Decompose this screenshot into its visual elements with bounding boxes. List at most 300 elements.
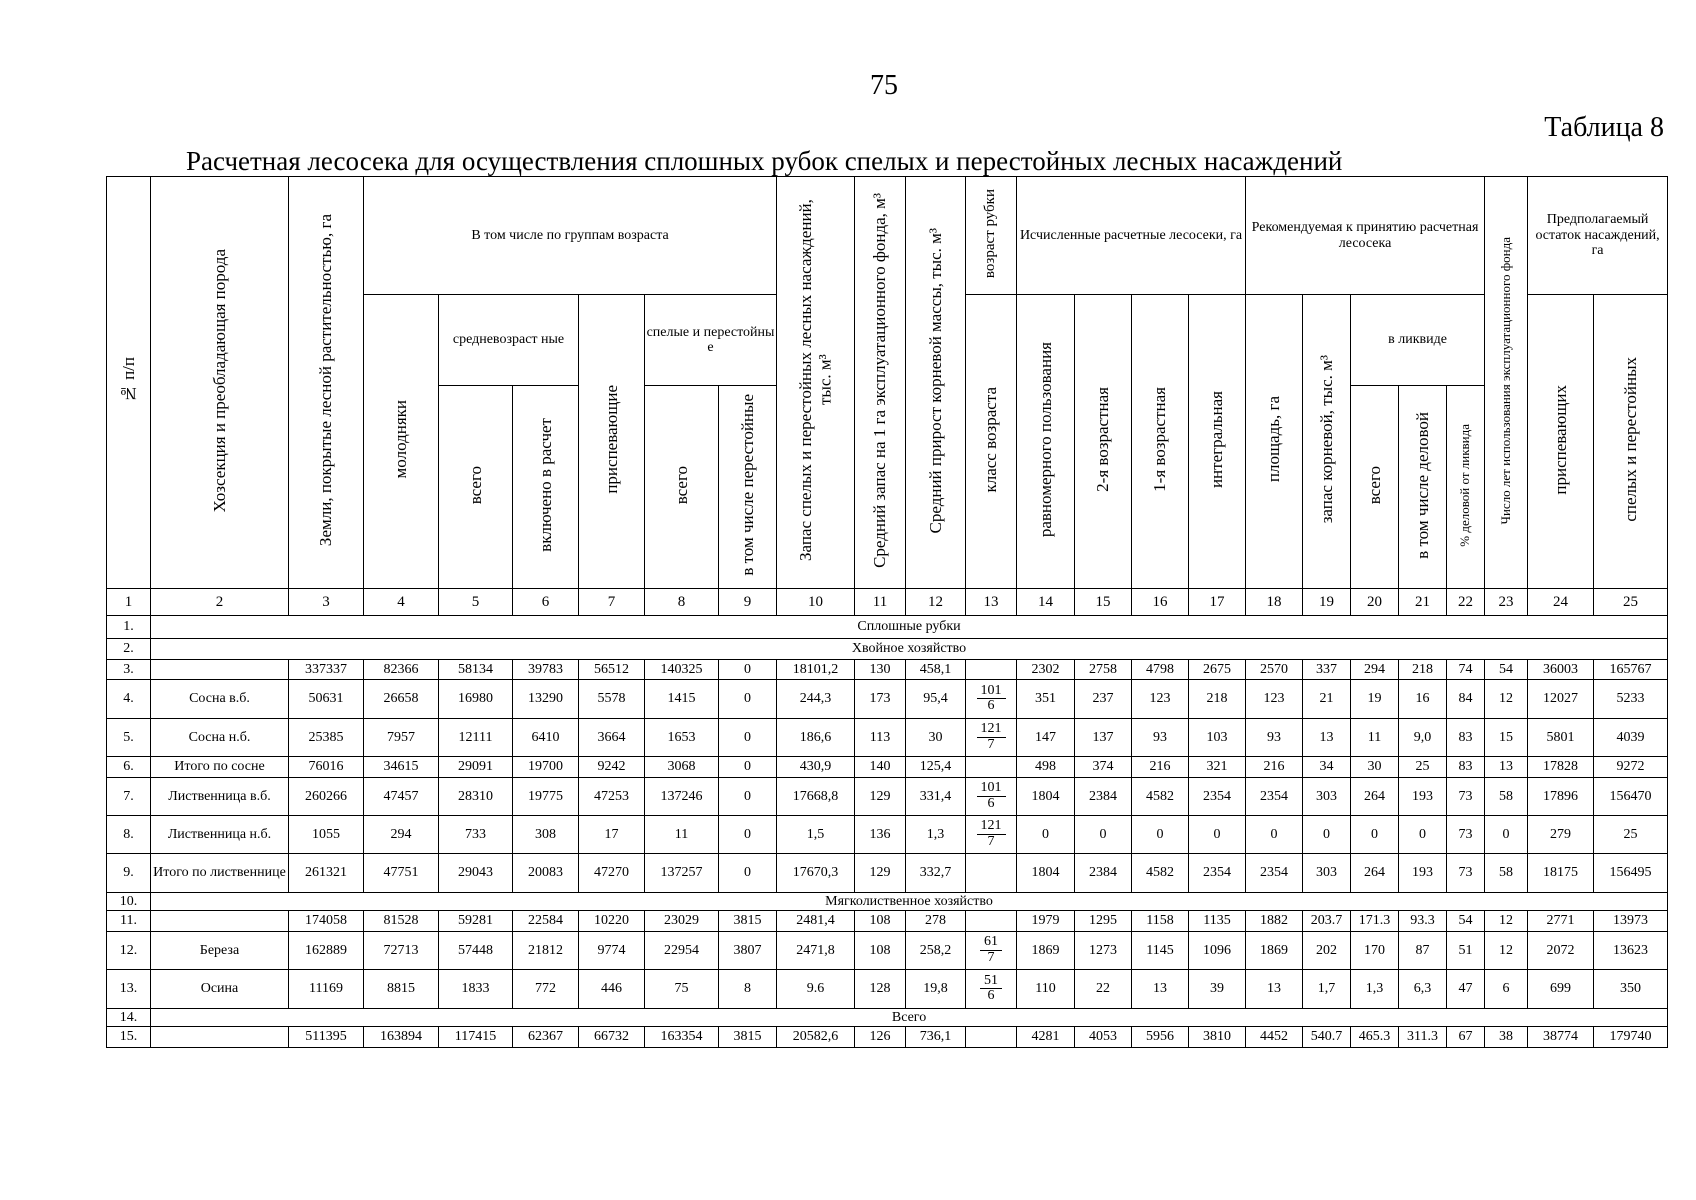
cell-value: 170: [1351, 931, 1399, 969]
header-forest-area: Земли, покрытые лесной растительностью, га: [289, 177, 364, 589]
column-number: 3: [289, 589, 364, 616]
species-name: Сосна в.б.: [151, 680, 289, 718]
cell-value: 3815: [719, 1027, 777, 1048]
cell-value: 216: [1132, 756, 1189, 777]
cell-value: 19700: [513, 756, 579, 777]
cell-value: 171.3: [1351, 911, 1399, 932]
cell-value: 332,7: [906, 854, 966, 892]
cell-value: 303: [1303, 854, 1351, 892]
cell-value: 202: [1303, 931, 1351, 969]
cell-value: 244,3: [777, 680, 855, 718]
row-number: 2.: [107, 638, 151, 659]
cell-value: 9242: [579, 756, 645, 777]
cell-value: 0: [1351, 815, 1399, 853]
cell-value: 25: [1594, 815, 1668, 853]
age-fraction-bottom: 6: [987, 698, 995, 714]
species-name: [151, 911, 289, 932]
age-fraction-top: 101: [977, 781, 1006, 797]
table-row: [107, 659, 1668, 680]
age-fraction-top: 101: [977, 684, 1006, 700]
header-second-age: 2-я возрастная: [1075, 295, 1132, 589]
cell-value: 1096: [1189, 931, 1246, 969]
cell-value: 279: [1528, 815, 1594, 853]
section-label: Всего: [151, 1008, 1668, 1027]
column-number: 12: [906, 589, 966, 616]
header-remaining-stands: Предполагаемый остаток насаждений, га: [1528, 177, 1668, 295]
cell-value: 54: [1485, 659, 1528, 680]
cell-value: 20582,6: [777, 1027, 855, 1048]
table-row: [107, 680, 1668, 718]
cell-value: 57448: [439, 931, 513, 969]
cell-value: 95,4: [906, 680, 966, 718]
age-fraction-top: 61: [980, 935, 1002, 951]
header-rec-stock: запас корневой, тыс. м³: [1303, 295, 1351, 589]
cell-value: 58: [1485, 777, 1528, 815]
column-number: 9: [719, 589, 777, 616]
table-title: Расчетная лесосека для осуществления сплошных рубок спелых и перестойных лесных насаждений: [186, 146, 1343, 176]
table-row: [107, 970, 1668, 1008]
cell-value: 218: [1399, 659, 1447, 680]
cell-value: 1804: [1017, 777, 1075, 815]
cell-value: 62367: [513, 1027, 579, 1048]
cell-value: 13: [1132, 970, 1189, 1008]
cell-value: 39783: [513, 659, 579, 680]
cell-value: 82366: [364, 659, 439, 680]
age-fraction-top: 121: [977, 819, 1006, 835]
cell-value: 193: [1399, 854, 1447, 892]
row-number: 8.: [107, 815, 151, 853]
cell-value: 21: [1303, 680, 1351, 718]
cell-value: 173: [855, 680, 906, 718]
cell-value: 179740: [1594, 1027, 1668, 1048]
cell-value: 11169: [289, 970, 364, 1008]
cell-value: 0: [1485, 815, 1528, 853]
table-row: [107, 1027, 1668, 1048]
cell-value: 0: [1303, 815, 1351, 853]
header-ripe-overripe: спелые и перестойны е: [645, 295, 777, 386]
row-number: 3.: [107, 659, 151, 680]
cell-value: 4452: [1246, 1027, 1303, 1048]
cell-value: 736,1: [906, 1027, 966, 1048]
cell-value: 2771: [1528, 911, 1594, 932]
cell-value: 73: [1447, 777, 1485, 815]
cell-value: 29091: [439, 756, 513, 777]
cell-value: 430,9: [777, 756, 855, 777]
column-number: 14: [1017, 589, 1075, 616]
cell-value: 30: [906, 718, 966, 756]
table-row: [107, 911, 1668, 932]
cell-value: 458,1: [906, 659, 966, 680]
cell-value: 1135: [1189, 911, 1246, 932]
cell-value: 58134: [439, 659, 513, 680]
header-liquid-total: всего: [1351, 386, 1399, 589]
section-row: [107, 892, 1668, 911]
cell-value: 2072: [1528, 931, 1594, 969]
header-rec-area: площадь, га: [1246, 295, 1303, 589]
header-ripe-total: всего: [645, 386, 719, 589]
cell-value: 174058: [289, 911, 364, 932]
cell-value: [966, 659, 1017, 680]
cell-value: 18101,2: [777, 659, 855, 680]
cell-value: 110: [1017, 970, 1075, 1008]
cell-value: 1804: [1017, 854, 1075, 892]
age-class-fraction: [966, 680, 1017, 718]
cell-value: 9272: [1594, 756, 1668, 777]
cell-value: 156470: [1594, 777, 1668, 815]
cell-value: 0: [719, 680, 777, 718]
cell-value: 278: [906, 911, 966, 932]
cell-value: 130: [855, 659, 906, 680]
cell-value: 17668,8: [777, 777, 855, 815]
cell-value: 108: [855, 931, 906, 969]
header-age-groups: В том числе по группам возраста: [364, 177, 777, 295]
column-number: 8: [645, 589, 719, 616]
age-fraction-bottom: 6: [987, 988, 995, 1004]
cell-value: 11: [1351, 718, 1399, 756]
cell-value: 165767: [1594, 659, 1668, 680]
header-in-liquid: в ликвиде: [1351, 295, 1485, 386]
cell-value: 5956: [1132, 1027, 1189, 1048]
cell-value: 108: [855, 911, 906, 932]
header-section-species: Хозсекция и преобладающая порода: [151, 177, 289, 589]
cell-value: 2302: [1017, 659, 1075, 680]
cell-value: 2675: [1189, 659, 1246, 680]
cell-value: 351: [1017, 680, 1075, 718]
header-ripe-stock: Запас спелых и перестойных лесных насаждений, тыс. м³: [777, 177, 855, 589]
cell-value: 47751: [364, 854, 439, 892]
column-number: 2: [151, 589, 289, 616]
row-number: 15.: [107, 1027, 151, 1048]
cell-value: 216: [1246, 756, 1303, 777]
header-years-use: Число лет использования эксплуатационного фонда: [1485, 177, 1528, 589]
species-name: Береза: [151, 931, 289, 969]
cell-value: 20083: [513, 854, 579, 892]
cell-value: 1158: [1132, 911, 1189, 932]
cell-value: 5233: [1594, 680, 1668, 718]
column-number: 11: [855, 589, 906, 616]
cell-value: 1,5: [777, 815, 855, 853]
row-number: 10.: [107, 892, 151, 911]
cell-value: 38774: [1528, 1027, 1594, 1048]
cell-value: 129: [855, 777, 906, 815]
cell-value: 84: [1447, 680, 1485, 718]
cell-value: 193: [1399, 777, 1447, 815]
row-number: 7.: [107, 777, 151, 815]
cell-value: 0: [1075, 815, 1132, 853]
header-young: молодняки: [364, 295, 439, 589]
cell-value: 137: [1075, 718, 1132, 756]
cell-value: 12111: [439, 718, 513, 756]
cell-value: 113: [855, 718, 906, 756]
species-name: Лиственница в.б.: [151, 777, 289, 815]
cell-value: 350: [1594, 970, 1668, 1008]
cell-value: 83: [1447, 756, 1485, 777]
cell-value: 498: [1017, 756, 1075, 777]
cell-value: 9774: [579, 931, 645, 969]
cell-value: 1869: [1246, 931, 1303, 969]
cell-value: 73: [1447, 815, 1485, 853]
cell-value: 0: [1246, 815, 1303, 853]
cell-value: 140: [855, 756, 906, 777]
cell-value: 733: [439, 815, 513, 853]
cell-value: 22584: [513, 911, 579, 932]
cell-value: 311.3: [1399, 1027, 1447, 1048]
table-row: [107, 931, 1668, 969]
table-row: [107, 815, 1668, 853]
header-ripe-overripe-only: в том числе перестойные: [719, 386, 777, 589]
column-number: 18: [1246, 589, 1303, 616]
section-row: [107, 616, 1668, 639]
table-row: [107, 777, 1668, 815]
cell-value: 1882: [1246, 911, 1303, 932]
header-integral: интегральная: [1189, 295, 1246, 589]
cell-value: 2471,8: [777, 931, 855, 969]
cell-value: 83: [1447, 718, 1485, 756]
cell-value: 7957: [364, 718, 439, 756]
cell-value: 103: [1189, 718, 1246, 756]
cell-value: 260266: [289, 777, 364, 815]
cell-value: 74: [1447, 659, 1485, 680]
cell-value: 17896: [1528, 777, 1594, 815]
cell-value: 126: [855, 1027, 906, 1048]
cell-value: 3068: [645, 756, 719, 777]
cell-value: 0: [719, 659, 777, 680]
cell-value: 2758: [1075, 659, 1132, 680]
cell-value: 8: [719, 970, 777, 1008]
column-number: 23: [1485, 589, 1528, 616]
cell-value: [966, 756, 1017, 777]
cell-value: [966, 1027, 1017, 1048]
cell-value: 117415: [439, 1027, 513, 1048]
cell-value: 0: [719, 777, 777, 815]
cell-value: 67: [1447, 1027, 1485, 1048]
column-numbers-row: [107, 589, 1668, 616]
species-name: Лиственница н.б.: [151, 815, 289, 853]
cell-value: 0: [719, 718, 777, 756]
age-fraction-bottom: 6: [987, 795, 995, 811]
cell-value: 264: [1351, 777, 1399, 815]
age-fraction-bottom: 7: [987, 834, 995, 850]
species-name: Осина: [151, 970, 289, 1008]
cell-value: 1145: [1132, 931, 1189, 969]
header-cutting-age: возраст рубки: [966, 177, 1017, 295]
column-number: 10: [777, 589, 855, 616]
forest-cutting-table: [106, 176, 1668, 1048]
cell-value: 10220: [579, 911, 645, 932]
cell-value: 511395: [289, 1027, 364, 1048]
row-number: 12.: [107, 931, 151, 969]
cell-value: 4039: [1594, 718, 1668, 756]
cell-value: 0: [1132, 815, 1189, 853]
cell-value: 72713: [364, 931, 439, 969]
header-avg-stock: Средний запас на 1 га эксплуатационного фонда, м³: [855, 177, 906, 589]
cell-value: 73: [1447, 854, 1485, 892]
cell-value: 147: [1017, 718, 1075, 756]
cell-value: 38: [1485, 1027, 1528, 1048]
species-name: Итого по лиственнице: [151, 854, 289, 892]
cell-value: 93: [1246, 718, 1303, 756]
cell-value: 29043: [439, 854, 513, 892]
cell-value: 22954: [645, 931, 719, 969]
cell-value: 12: [1485, 680, 1528, 718]
cell-value: 19: [1351, 680, 1399, 718]
cell-value: 0: [1189, 815, 1246, 853]
cell-value: 18175: [1528, 854, 1594, 892]
table-row: [107, 756, 1668, 777]
header-maturing: приспевающие: [579, 295, 645, 589]
cell-value: 699: [1528, 970, 1594, 1008]
cell-value: 4281: [1017, 1027, 1075, 1048]
cell-value: 81528: [364, 911, 439, 932]
cell-value: 6: [1485, 970, 1528, 1008]
cell-value: 1055: [289, 815, 364, 853]
cell-value: 136: [855, 815, 906, 853]
cell-value: 22: [1075, 970, 1132, 1008]
cell-value: 1833: [439, 970, 513, 1008]
cell-value: 93: [1132, 718, 1189, 756]
cell-value: 28310: [439, 777, 513, 815]
cell-value: 12: [1485, 911, 1528, 932]
cell-value: 772: [513, 970, 579, 1008]
header-first-age: 1-я возрастная: [1132, 295, 1189, 589]
section-label: Сплошные рубки: [151, 616, 1668, 639]
cell-value: 13290: [513, 680, 579, 718]
cell-value: 1273: [1075, 931, 1132, 969]
column-number: 19: [1303, 589, 1351, 616]
cell-value: 258,2: [906, 931, 966, 969]
species-name: Сосна н.б.: [151, 718, 289, 756]
cell-value: 1979: [1017, 911, 1075, 932]
cell-value: 123: [1246, 680, 1303, 718]
cell-value: 294: [1351, 659, 1399, 680]
cell-value: 3815: [719, 911, 777, 932]
cell-value: 156495: [1594, 854, 1668, 892]
cell-value: 264: [1351, 854, 1399, 892]
cell-value: 163354: [645, 1027, 719, 1048]
cell-value: 446: [579, 970, 645, 1008]
table-row: [107, 854, 1668, 892]
column-number: 6: [513, 589, 579, 616]
cell-value: 19775: [513, 777, 579, 815]
age-class-fraction: [966, 970, 1017, 1008]
cell-value: 15: [1485, 718, 1528, 756]
cell-value: 0: [1017, 815, 1075, 853]
age-fraction-bottom: 7: [987, 736, 995, 752]
age-class-fraction: [966, 777, 1017, 815]
cell-value: 87: [1399, 931, 1447, 969]
cell-value: 331,4: [906, 777, 966, 815]
header-middle-aged: средневозраст ные: [439, 295, 579, 386]
cell-value: 51: [1447, 931, 1485, 969]
cell-value: 12: [1485, 931, 1528, 969]
cell-value: 1653: [645, 718, 719, 756]
age-fraction-top: 121: [977, 722, 1006, 738]
header-liquid-business: в том числе деловой: [1399, 386, 1447, 589]
section-row: [107, 1008, 1668, 1027]
header-remaining-maturing: приспевающих: [1528, 295, 1594, 589]
row-number: 13.: [107, 970, 151, 1008]
cell-value: 13: [1303, 718, 1351, 756]
species-name: [151, 1027, 289, 1048]
age-class-fraction: [966, 718, 1017, 756]
cell-value: 12027: [1528, 680, 1594, 718]
cell-value: 2354: [1246, 854, 1303, 892]
cell-value: 8815: [364, 970, 439, 1008]
cell-value: 30: [1351, 756, 1399, 777]
cell-value: 261321: [289, 854, 364, 892]
cell-value: 47457: [364, 777, 439, 815]
column-number: 20: [1351, 589, 1399, 616]
row-number: 9.: [107, 854, 151, 892]
cell-value: 17: [579, 815, 645, 853]
cell-value: 47: [1447, 970, 1485, 1008]
cell-value: 1,3: [1351, 970, 1399, 1008]
cell-value: 6,3: [1399, 970, 1447, 1008]
column-number: 4: [364, 589, 439, 616]
cell-value: 2384: [1075, 854, 1132, 892]
cell-value: 374: [1075, 756, 1132, 777]
cell-value: 128: [855, 970, 906, 1008]
cell-value: 47253: [579, 777, 645, 815]
cell-value: 163894: [364, 1027, 439, 1048]
cell-value: 337: [1303, 659, 1351, 680]
column-number: 16: [1132, 589, 1189, 616]
column-number: 22: [1447, 589, 1485, 616]
age-fraction-bottom: 7: [987, 950, 995, 966]
column-number: 13: [966, 589, 1017, 616]
cell-value: 162889: [289, 931, 364, 969]
cell-value: 56512: [579, 659, 645, 680]
column-number: 5: [439, 589, 513, 616]
cell-value: 308: [513, 815, 579, 853]
cell-value: [966, 911, 1017, 932]
cell-value: 34615: [364, 756, 439, 777]
cell-value: 21812: [513, 931, 579, 969]
row-number: 1.: [107, 616, 151, 639]
cell-value: 13: [1246, 970, 1303, 1008]
column-number: 15: [1075, 589, 1132, 616]
cell-value: 17828: [1528, 756, 1594, 777]
page-number: 75: [870, 70, 898, 101]
header-uniform-use: равномерного пользования: [1017, 295, 1075, 589]
header-row-number: № п/п: [107, 177, 151, 589]
cell-value: 0: [719, 815, 777, 853]
table-row: [107, 718, 1668, 756]
column-number: 1: [107, 589, 151, 616]
cell-value: 34: [1303, 756, 1351, 777]
cell-value: 13973: [1594, 911, 1668, 932]
row-number: 11.: [107, 911, 151, 932]
cell-value: 23029: [645, 911, 719, 932]
cell-value: 5578: [579, 680, 645, 718]
cell-value: 321: [1189, 756, 1246, 777]
cell-value: 129: [855, 854, 906, 892]
cell-value: 294: [364, 815, 439, 853]
cell-value: 2354: [1189, 854, 1246, 892]
cell-value: 5801: [1528, 718, 1594, 756]
cell-value: 2384: [1075, 777, 1132, 815]
cell-value: 137257: [645, 854, 719, 892]
column-number: 7: [579, 589, 645, 616]
section-label: Мягколиственное хозяйство: [151, 892, 1668, 911]
cell-value: 203.7: [1303, 911, 1351, 932]
cell-value: 137246: [645, 777, 719, 815]
column-number: 21: [1399, 589, 1447, 616]
cell-value: 6410: [513, 718, 579, 756]
header-age-class: класс возраста: [966, 295, 1017, 589]
column-number: 24: [1528, 589, 1594, 616]
cell-value: 25385: [289, 718, 364, 756]
